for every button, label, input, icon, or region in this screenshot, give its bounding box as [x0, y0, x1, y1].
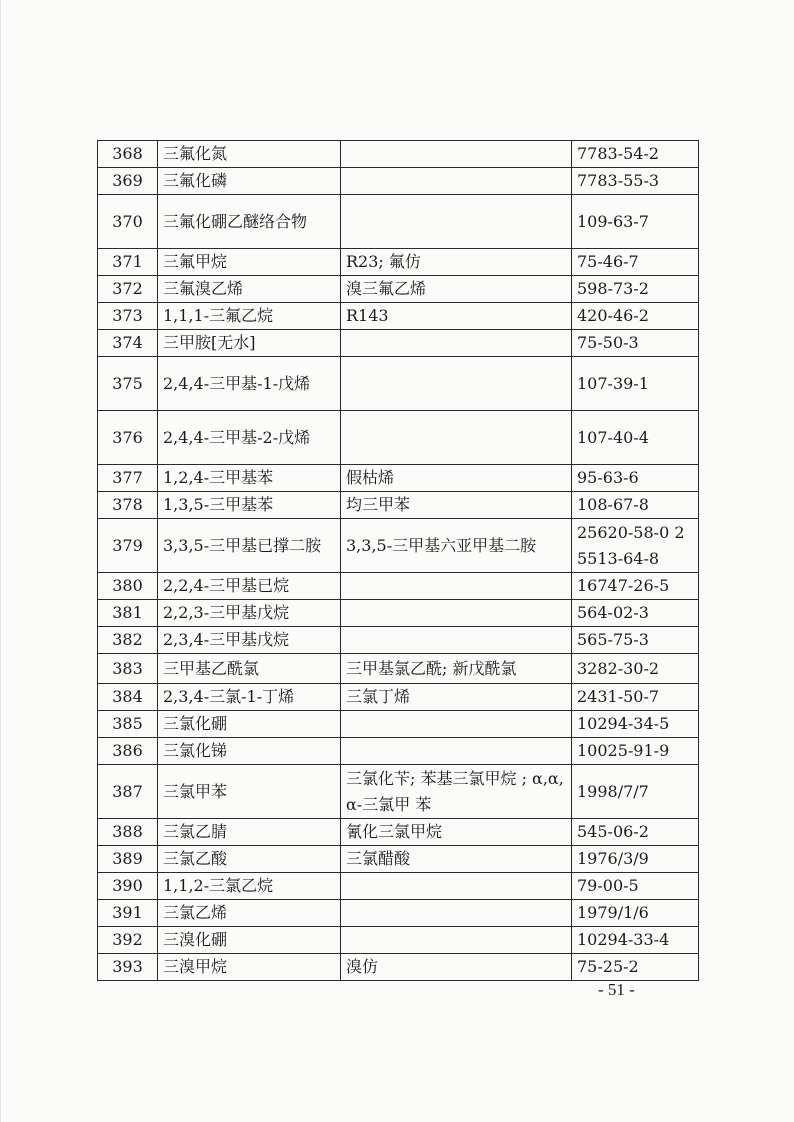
table-row	[98, 819, 699, 846]
chemical-alias	[341, 927, 572, 954]
cas-number: 109-63-7	[572, 195, 699, 249]
chemical-alias	[341, 900, 572, 927]
cas-number: 1998/7/7	[572, 765, 699, 819]
row-number: 375	[98, 357, 158, 411]
chemical-alias	[341, 711, 572, 738]
chemical-alias	[341, 627, 572, 654]
chemical-name: 2,4,4-三甲基-2-戊烯	[158, 411, 341, 465]
chemical-alias: 溴三氟乙烯	[341, 276, 572, 303]
row-number: 376	[98, 411, 158, 465]
chemical-name: 三氯甲苯	[158, 765, 341, 819]
chemical-alias	[341, 873, 572, 900]
table-row	[98, 465, 699, 492]
row-number: 380	[98, 573, 158, 600]
row-number: 370	[98, 195, 158, 249]
cas-number: 564-02-3	[572, 600, 699, 627]
cas-number: 598-73-2	[572, 276, 699, 303]
chemical-alias	[341, 357, 572, 411]
cas-number: 10294-33-4	[572, 927, 699, 954]
chemical-alias: 溴仿	[341, 954, 572, 981]
chemical-name: 2,2,3-三甲基戊烷	[158, 600, 341, 627]
chemical-name: 三氯乙酸	[158, 846, 341, 873]
chemical-alias	[341, 168, 572, 195]
cas-number: 107-40-4	[572, 411, 699, 465]
cas-number: 10294-34-5	[572, 711, 699, 738]
chemical-name: 三氯化硼	[158, 711, 341, 738]
row-number: 389	[98, 846, 158, 873]
chemical-name: 三氟甲烷	[158, 249, 341, 276]
chemical-name: 三氯化锑	[158, 738, 341, 765]
chemical-name: 三氟化氮	[158, 141, 341, 168]
row-number: 371	[98, 249, 158, 276]
chemical-name: 2,3,4-三氯-1-丁烯	[158, 684, 341, 711]
chemical-name: 3,3,5-三甲基已撑二胺	[158, 519, 341, 573]
table-row	[98, 330, 699, 357]
chemical-name: 三溴化硼	[158, 927, 341, 954]
chemical-name: 三氟化硼乙醚络合物	[158, 195, 341, 249]
row-number: 385	[98, 711, 158, 738]
chemical-name: 2,4,4-三甲基-1-戊烯	[158, 357, 341, 411]
table-row	[98, 519, 699, 573]
row-number: 373	[98, 303, 158, 330]
table-row	[98, 600, 699, 627]
cas-number: 10025-91-9	[572, 738, 699, 765]
table-row	[98, 654, 699, 684]
table-row	[98, 411, 699, 465]
chemical-name: 三氯乙烯	[158, 900, 341, 927]
table-row	[98, 168, 699, 195]
table-row	[98, 765, 699, 819]
table-row	[98, 303, 699, 330]
chemical-alias: 三氯化苄; 苯基三氯甲烷 ; α,α,α-三氯甲 苯	[341, 765, 572, 819]
row-number: 384	[98, 684, 158, 711]
chemical-alias	[341, 411, 572, 465]
page-number: - 51 -	[598, 980, 635, 999]
row-number: 378	[98, 492, 158, 519]
chemical-alias	[341, 195, 572, 249]
chemical-name: 1,1,2-三氯乙烷	[158, 873, 341, 900]
row-number: 369	[98, 168, 158, 195]
cas-number: 565-75-3	[572, 627, 699, 654]
table-row	[98, 900, 699, 927]
table-row	[98, 711, 699, 738]
table-row	[98, 684, 699, 711]
chemical-name: 1,3,5-三甲基苯	[158, 492, 341, 519]
table-row	[98, 873, 699, 900]
chemical-name: 1,2,4-三甲基苯	[158, 465, 341, 492]
cas-number: 16747-26-5	[572, 573, 699, 600]
chemical-name: 三甲基乙酰氯	[158, 654, 341, 684]
chemical-name: 2,2,4-三甲基已烷	[158, 573, 341, 600]
cas-number: 75-50-3	[572, 330, 699, 357]
chemical-alias: 三氯醋酸	[341, 846, 572, 873]
cas-number: 2431-50-7	[572, 684, 699, 711]
chemical-alias: R143	[341, 303, 572, 330]
chemical-alias	[341, 330, 572, 357]
chemical-alias: 三氯丁烯	[341, 684, 572, 711]
cas-number: 79-00-5	[572, 873, 699, 900]
chemical-alias: 3,3,5-三甲基六亚甲基二胺	[341, 519, 572, 573]
cas-number: 108-67-8	[572, 492, 699, 519]
table-row	[98, 627, 699, 654]
chemical-name: 三氯乙腈	[158, 819, 341, 846]
row-number: 387	[98, 765, 158, 819]
chemical-alias	[341, 573, 572, 600]
cas-number: 75-46-7	[572, 249, 699, 276]
cas-number: 1979/1/6	[572, 900, 699, 927]
row-number: 386	[98, 738, 158, 765]
cas-number: 75-25-2	[572, 954, 699, 981]
chemical-alias: 均三甲苯	[341, 492, 572, 519]
table-row	[98, 927, 699, 954]
table-row	[98, 276, 699, 303]
row-number: 368	[98, 141, 158, 168]
row-number: 383	[98, 654, 158, 684]
row-number: 391	[98, 900, 158, 927]
cas-number: 25620-58-0 25513-64-8	[572, 519, 699, 573]
table-row	[98, 954, 699, 981]
chemical-alias	[341, 738, 572, 765]
row-number: 374	[98, 330, 158, 357]
chemical-name: 三溴甲烷	[158, 954, 341, 981]
cas-number: 95-63-6	[572, 465, 699, 492]
row-number: 379	[98, 519, 158, 573]
chemical-alias: 氰化三氯甲烷	[341, 819, 572, 846]
table-row	[98, 573, 699, 600]
cas-number: 3282-30-2	[572, 654, 699, 684]
cas-number: 1976/3/9	[572, 846, 699, 873]
row-number: 392	[98, 927, 158, 954]
chemical-alias: 假枯烯	[341, 465, 572, 492]
table-row	[98, 492, 699, 519]
row-number: 388	[98, 819, 158, 846]
chemical-alias	[341, 141, 572, 168]
cas-number: 107-39-1	[572, 357, 699, 411]
row-number: 382	[98, 627, 158, 654]
chemical-name: 2,3,4-三甲基戊烷	[158, 627, 341, 654]
row-number: 372	[98, 276, 158, 303]
cas-number: 7783-54-2	[572, 141, 699, 168]
table-row	[98, 195, 699, 249]
cas-number: 7783-55-3	[572, 168, 699, 195]
table-row	[98, 141, 699, 168]
row-number: 377	[98, 465, 158, 492]
chemical-name: 三氟溴乙烯	[158, 276, 341, 303]
table-row	[98, 738, 699, 765]
chemical-alias: 三甲基氯乙酰; 新戊酰氯	[341, 654, 572, 684]
chemical-alias	[341, 600, 572, 627]
chemical-table-body	[98, 141, 699, 981]
row-number: 381	[98, 600, 158, 627]
chemical-name: 三甲胺[无水]	[158, 330, 341, 357]
chemical-table	[97, 140, 699, 981]
chemical-alias: R23; 氟仿	[341, 249, 572, 276]
cas-number: 420-46-2	[572, 303, 699, 330]
table-row	[98, 357, 699, 411]
table-row	[98, 249, 699, 276]
cas-number: 545-06-2	[572, 819, 699, 846]
row-number: 390	[98, 873, 158, 900]
chemical-name: 三氟化磷	[158, 168, 341, 195]
table-row	[98, 846, 699, 873]
row-number: 393	[98, 954, 158, 981]
chemical-name: 1,1,1-三氟乙烷	[158, 303, 341, 330]
page-edge	[0, 0, 1, 1122]
